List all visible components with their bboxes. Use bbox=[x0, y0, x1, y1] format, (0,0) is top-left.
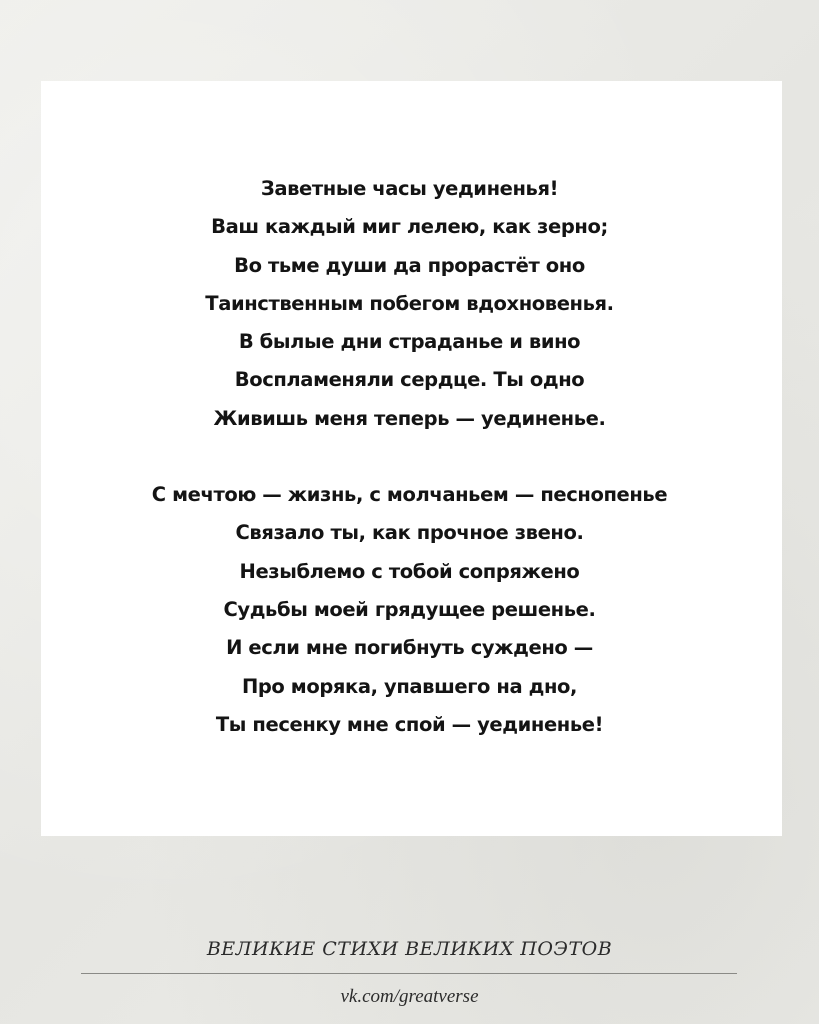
poem-line: С мечтою — жизнь, с молчаньем — песнопенье bbox=[151, 483, 668, 507]
poem-line: Воспламеняли сердце. Ты одно bbox=[234, 368, 585, 392]
poem-line: Незыблемо с тобой сопряжено bbox=[239, 559, 580, 583]
poem-text bbox=[0, 170, 819, 744]
poem-line: Во тьме души да прорастёт оно bbox=[234, 253, 585, 277]
footer-divider bbox=[81, 973, 737, 974]
stanza-1 bbox=[0, 170, 819, 438]
poem-line: Судьбы моей грядущее решенье. bbox=[223, 597, 596, 621]
poem-line: Живишь меня теперь — уединенье. bbox=[213, 406, 606, 430]
poem-line: И если мне погибнуть суждено — bbox=[226, 636, 593, 660]
stanza-2 bbox=[0, 476, 819, 744]
poem-line: В былые дни страданье и вино bbox=[238, 330, 581, 354]
poem-line: Связало ты, как прочное звено. bbox=[235, 521, 584, 545]
series-title: ВЕЛИКИЕ СТИХИ ВЕЛИКИХ ПОЭТОВ bbox=[206, 938, 613, 960]
poem-line: Заветные часы уединенья! bbox=[260, 177, 559, 200]
poem-line: Ты песенку мне спой — уединенье! bbox=[215, 712, 604, 736]
poem-line: Ваш каждый миг лелею, как зерно; bbox=[211, 215, 608, 239]
poem-line: Таинственным побегом вдохновенья. bbox=[205, 291, 614, 315]
source-link[interactable]: vk.com/greatverse bbox=[340, 986, 479, 1007]
poem-line: Про моряка, упавшего на дно, bbox=[241, 674, 578, 698]
